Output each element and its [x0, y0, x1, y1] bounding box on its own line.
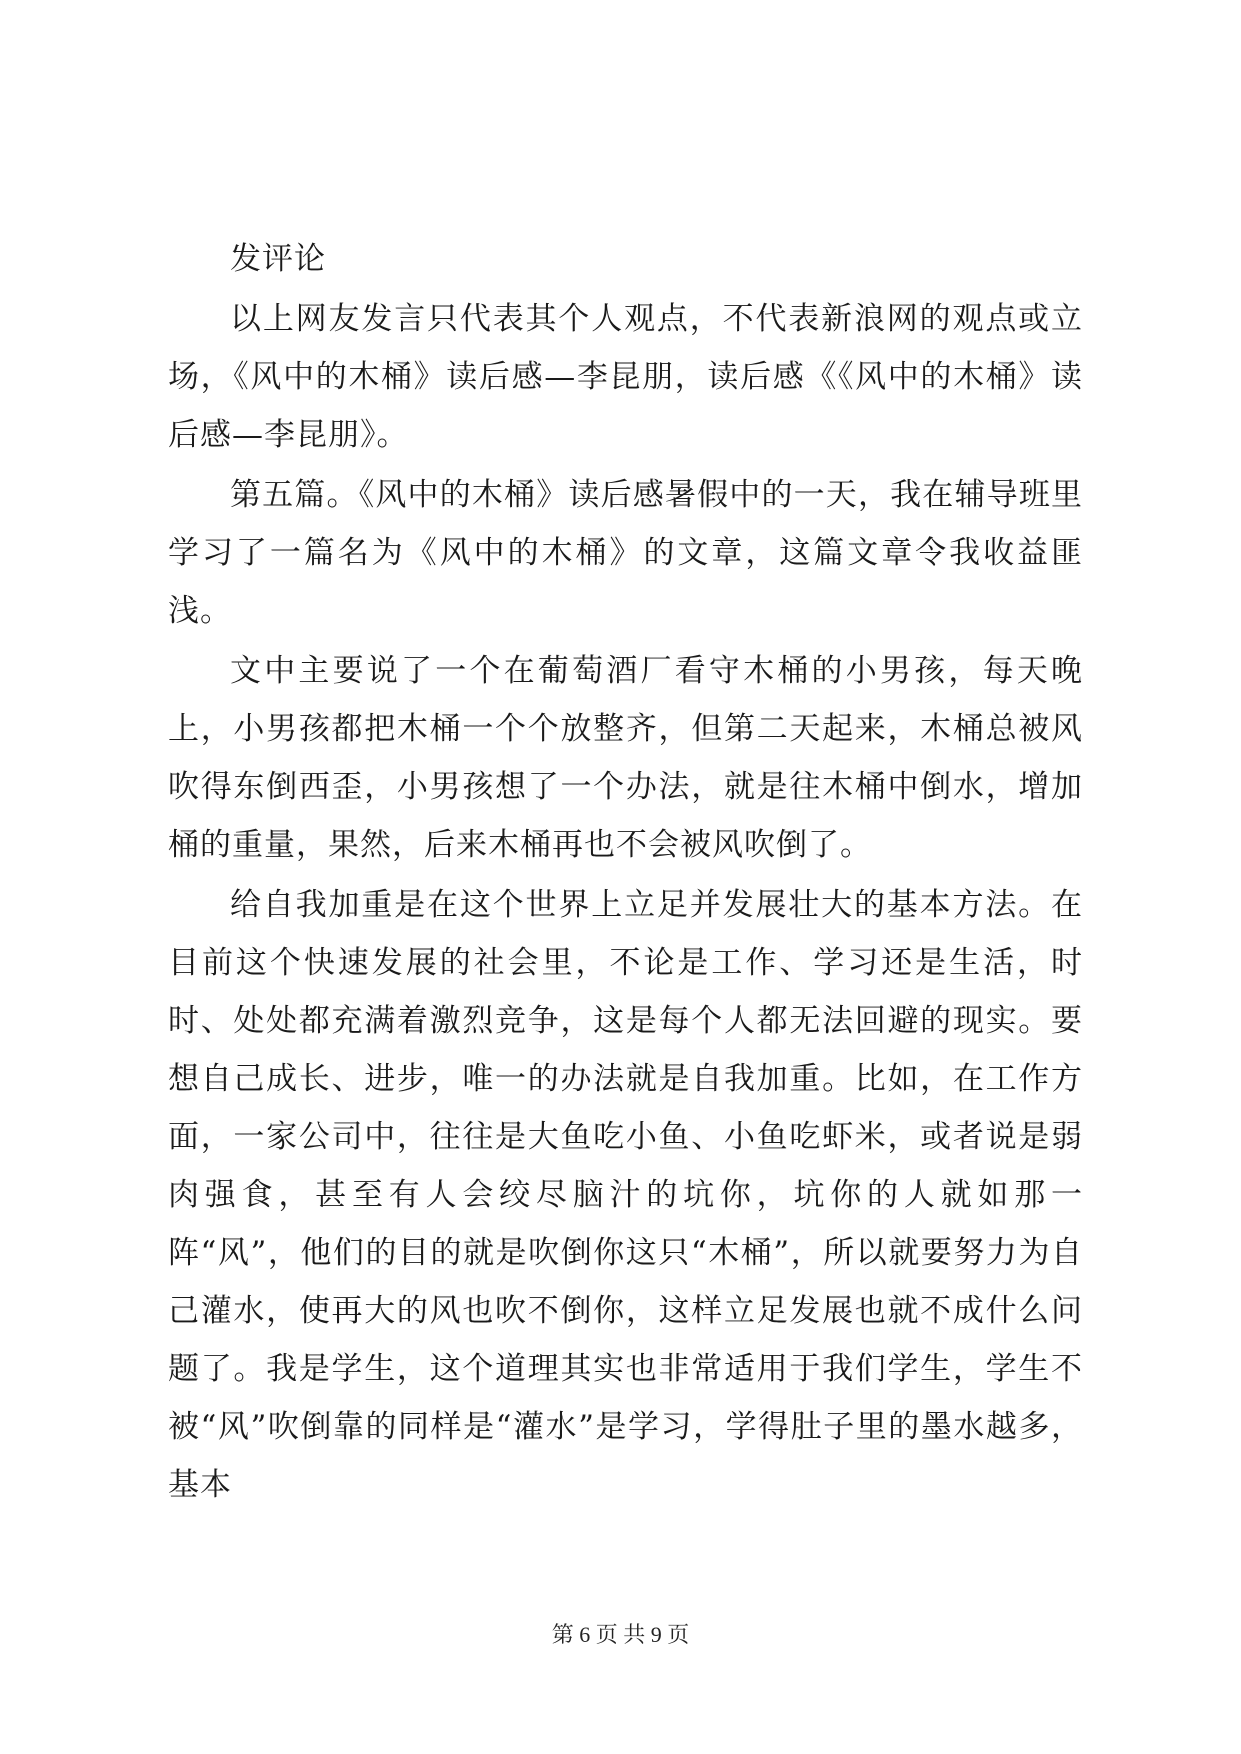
paragraph-article-intro: 第五篇。《风中的木桶》读后感暑假中的一天，我在辅导班里学习了一篇名为《风中的木桶》的文章，这篇文章令我收益匪浅。	[168, 477, 1083, 629]
paragraph-reflection: 给自我加重是在这个世界上立足并发展壮大的基本方法。在目前这个快速发展的社会里，不论是工作、学习还是生活，时时、处处都充满着激烈竞争，这是每个人都无法回避的现实。要想自己成长、进步，唯一的办法就是自我加重。比如，在工作方面，一家公司中，往往是大鱼吃小鱼、小鱼吃虾米，或者说是弱肉强食，甚至有人会绞尽脑汁的坑你，坑你的人就如那一阵“风”，他们的目的就是吹倒你这只“木桶”，所以就要努力为自己灌水，使再大的风也吹不倒你，这样立足发展也就不成什么问题了。我是学生，这个道理其实也非常适用于我们学生，学生不被“风”吹倒靠的同样是“灌水”是学习，学得肚子里的墨水越多，基本	[168, 887, 1083, 1503]
paragraph-comment-heading: 发评论	[230, 241, 326, 277]
paragraph-story-summary: 文中主要说了一个在葡萄酒厂看守木桶的小男孩，每天晚上，小男孩都把木桶一个个放整齐，但第二天起来，木桶总被风吹得东倒西歪，小男孩想了一个办法，就是往木桶中倒水，增加桶的重量，果然，后来木桶再也不会被风吹倒了。	[168, 653, 1083, 863]
body-text	[168, 230, 1083, 1514]
paragraph-disclaimer: 以上网友发言只代表其个人观点，不代表新浪网的观点或立场，《风中的木桶》读后感—李昆朋，读后感《《风中的木桶》读后感—李昆朋》。	[168, 301, 1083, 453]
page-number-footer: 第 6 页 共 9 页	[551, 1622, 690, 1647]
